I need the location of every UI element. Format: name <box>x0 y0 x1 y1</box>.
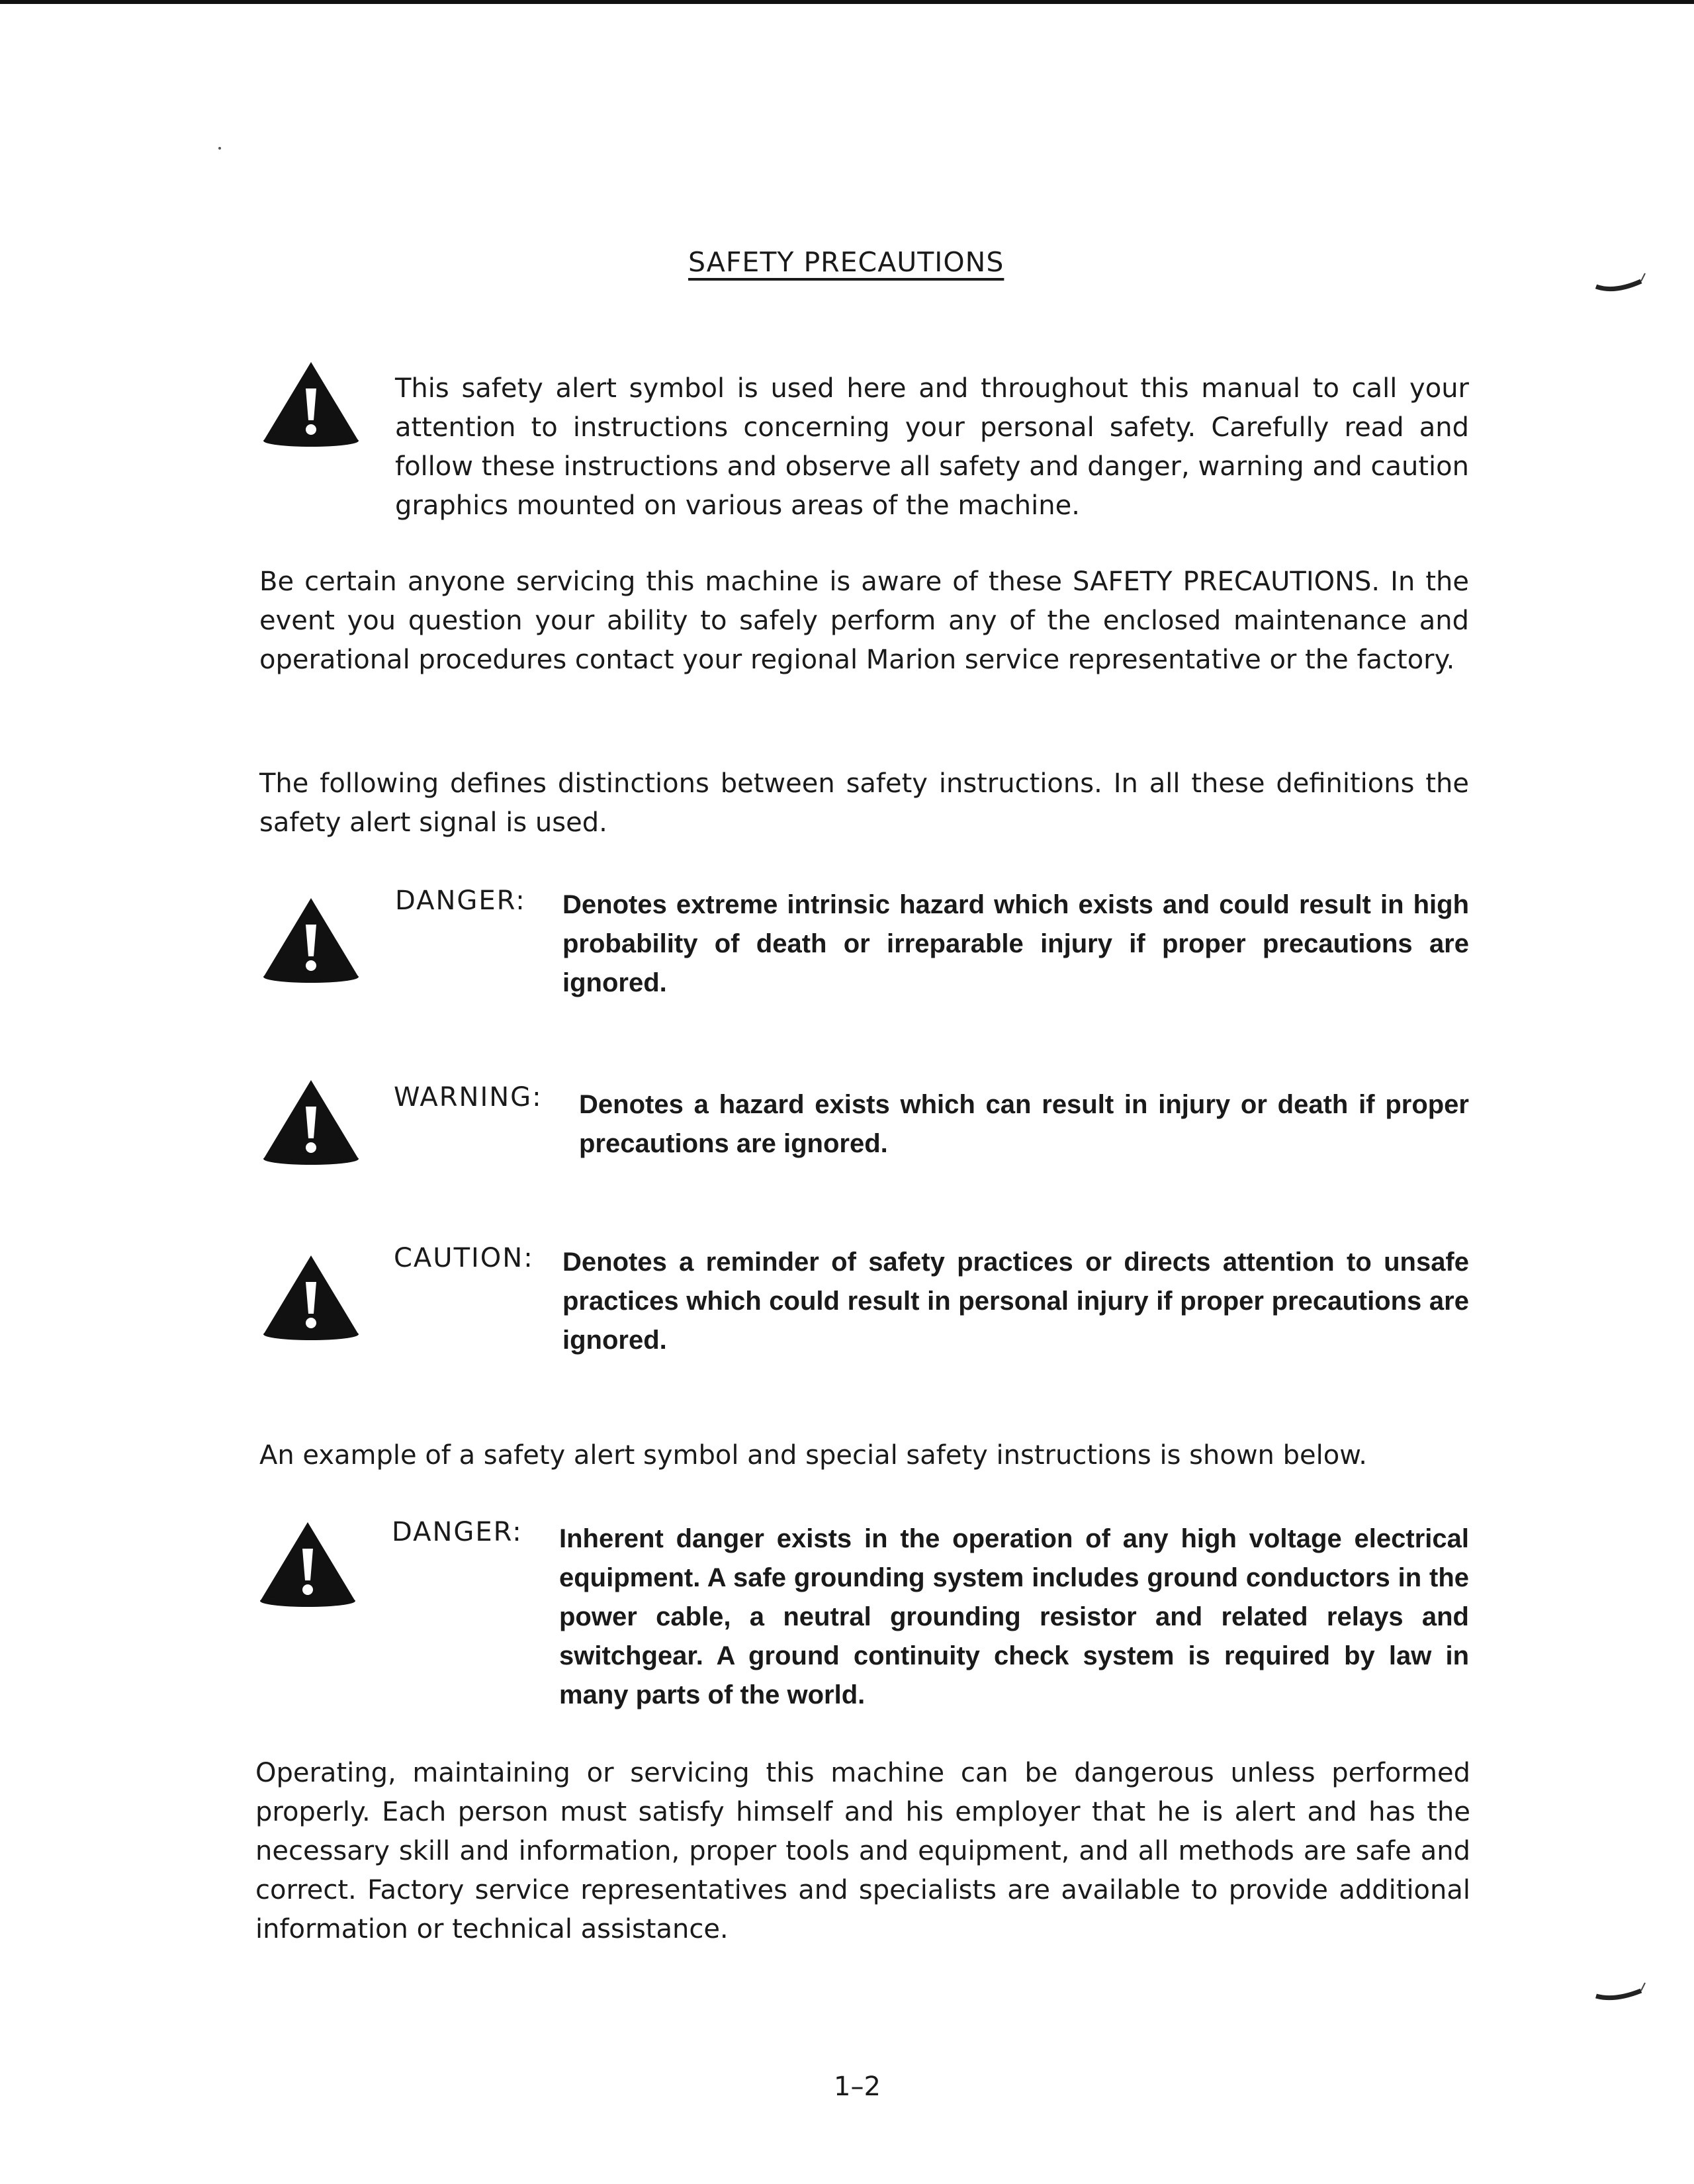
warning-definition: Denotes a hazard exists which can result in injury or death if proper precautions are ignored. <box>579 1090 1469 1158</box>
scan-edge-mark <box>1595 1979 1648 2005</box>
caution-label: CAUTION: <box>394 1243 534 1273</box>
top-border-rule <box>0 0 1694 4</box>
scan-edge-mark <box>1595 268 1648 295</box>
safety-alert-icon <box>261 1079 361 1171</box>
example-danger-label: DANGER: <box>392 1517 523 1547</box>
safety-alert-icon <box>261 361 361 453</box>
body-paragraph: The following defines distinctions between safety instructions. In all these definitions the safety alert signal is used. <box>259 768 1469 838</box>
danger-definition: Denotes extreme intrinsic hazard which exists and could result in high probability of death or irreparable injury if proper precautions are ignored. <box>562 890 1469 997</box>
page-title: SAFETY PRECAUTIONS <box>688 246 1004 278</box>
closing-paragraph: Operating, maintaining or servicing this machine can be dangerous unless performed properly. Each person must satisfy himself and his employer that he is alert and has the necessary skill and information, proper tools and equipment, and all methods are safe and correct. Factory service representatives and specialists are available to provide additional information or technical assistance. <box>255 1758 1470 1944</box>
warning-label: WARNING: <box>394 1082 543 1113</box>
caution-definition: Denotes a reminder of safety practices or directs attention to unsafe practices which could result in personal injury if proper precautions are ignored. <box>562 1248 1469 1355</box>
intro-paragraph: This safety alert symbol is used here and throughout this manual to call your attention to instructions concerning your personal safety. Carefully read and follow these instructions and observe all safety and danger, warning and caution graphics mounted on various areas of the machine. <box>395 373 1469 521</box>
example-intro: An example of a safety alert symbol and special safety instructions is shown below. <box>259 1440 1367 1471</box>
example-danger-definition: Inherent danger exists in the operation of any high voltage electrical equipment. A safe grounding system includes ground conductors in the power cable, a neutral grounding resistor and related relays and switchgear. A ground continuity check system is required by law in many parts of the world. <box>559 1524 1469 1709</box>
page-number: 1–2 <box>834 2071 881 2102</box>
body-paragraph: Be certain anyone servicing this machine is aware of these SAFETY PRECAUTIONS. In the event you question your ability to safely perform any of the enclosed maintenance and operational procedures contact your regional Marion service representative or the factory. <box>259 567 1469 675</box>
safety-alert-icon <box>261 1254 361 1347</box>
danger-label: DANGER: <box>395 886 526 916</box>
scan-speck <box>218 147 221 150</box>
safety-alert-icon <box>261 897 361 989</box>
safety-alert-icon <box>258 1521 357 1614</box>
